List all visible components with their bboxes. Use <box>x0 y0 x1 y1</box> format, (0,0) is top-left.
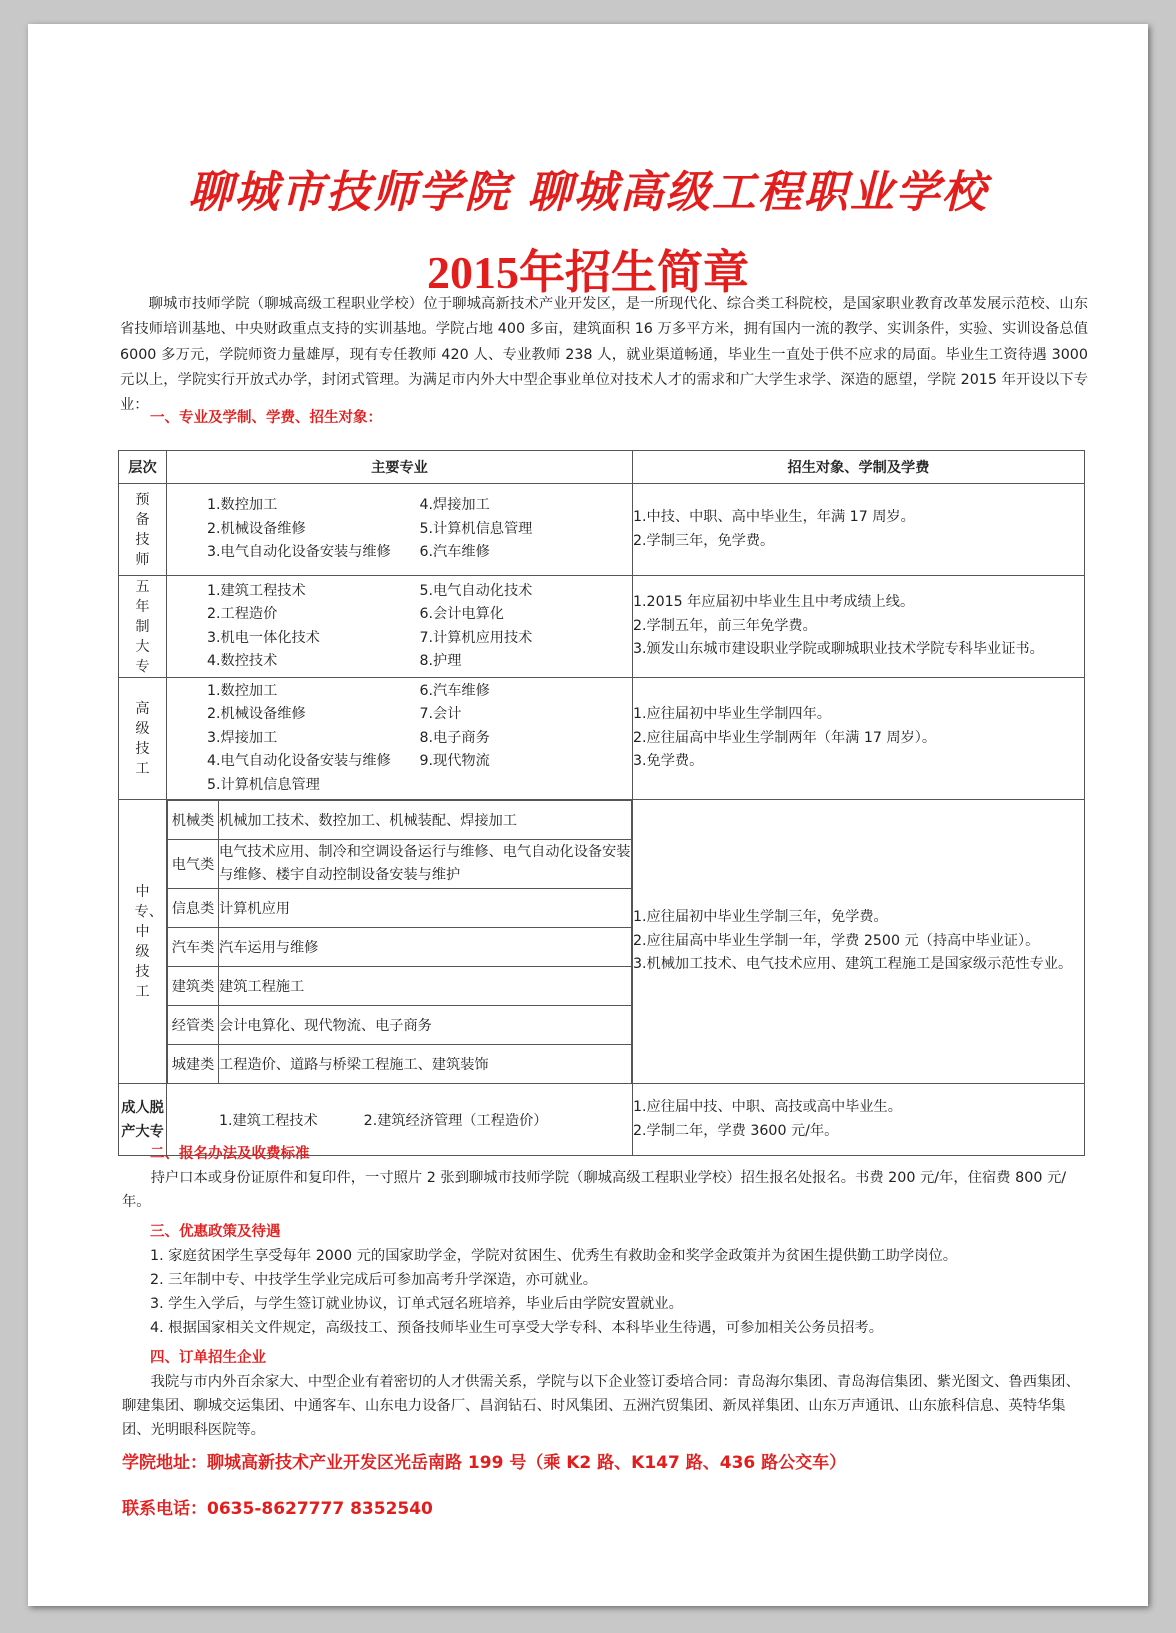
major-item: 4.数控技术 <box>207 653 278 669</box>
category-label: 经管类 <box>168 1006 219 1045</box>
brochure-title: 2015年招生简章 <box>427 247 749 298</box>
conditions-cell <box>633 576 1085 678</box>
condition-item: 3.免学费。 <box>633 753 704 770</box>
condition-item: 2.应往届高中毕业生学制一年，学费 2500 元（持高中毕业证）。 <box>633 932 1040 949</box>
major-item: 5.计算机信息管理 <box>207 776 320 793</box>
category-majors: 电气技术应用、制冷和空调设备运行与维修、电气自动化设备安装与维修、楼宇自动控制设备安装与维护 <box>219 840 632 889</box>
condition-item: 1.中技、中职、高中毕业生，年满 17 周岁。 <box>633 509 915 525</box>
table-row-senior <box>119 678 1085 800</box>
level-label: 成人脱产大专 <box>121 1099 164 1140</box>
majors-cell <box>167 484 633 576</box>
major-item: 6.汽车维修 <box>419 544 490 561</box>
category-label: 电气类 <box>168 840 219 889</box>
major-item: 4.焊接加工 <box>419 497 490 514</box>
majors-cell <box>167 800 633 1084</box>
category-label: 机械类 <box>168 801 219 840</box>
list-item: 4. 根据国家相关文件规定，高级技工、预备技师毕业生可享受大学专科、本科毕业生待遇，可参加相关公务员招考。 <box>150 1320 884 1336</box>
major-item: 1.建筑工程技术 <box>219 1112 318 1129</box>
condition-item: 1.应往届中技、中职、高技或高中毕业生。 <box>633 1099 902 1115</box>
category-majors: 计算机应用 <box>219 889 632 928</box>
table-header-row <box>119 451 1085 484</box>
benefits-list <box>150 1244 1100 1340</box>
header-conditions: 招生对象、学制及学费 <box>633 451 1085 484</box>
category-majors: 会计电算化、现代物流、电子商务 <box>219 1006 632 1045</box>
level-label: 中专、中级技工 <box>134 883 163 1000</box>
header-level: 层次 <box>119 451 167 484</box>
section2-text: 持户口本或身份证原件和复印件，一寸照片 2 张到聊城市技师学院（聊城高级工程职业学校）招生报名处报名。书费 200 元/年，住宿费 800 元/年。 <box>122 1170 1067 1210</box>
major-item: 8.电子商务 <box>419 729 490 746</box>
category-majors: 建筑工程施工 <box>219 967 632 1006</box>
major-item: 6.会计电算化 <box>419 606 504 622</box>
brochure-page <box>28 24 1148 1606</box>
category-majors: 机械加工技术、数控加工、机械装配、焊接加工 <box>219 801 632 840</box>
major-item: 2.工程造价 <box>207 606 278 622</box>
condition-item: 1.2015 年应届初中毕业生且中考成绩上线。 <box>633 594 915 611</box>
condition-item: 1.应往届初中毕业生学制三年，免学费。 <box>633 909 888 926</box>
major-item: 5.电气自动化技术 <box>419 582 533 599</box>
category-row <box>168 840 632 889</box>
level-label: 预备技师 <box>135 491 150 568</box>
category-label: 信息类 <box>168 889 219 928</box>
enrollment-table <box>118 450 1085 1156</box>
major-item: 2.机械设备维修 <box>207 706 306 723</box>
major-item: 2.建筑经济管理（工程造价） <box>363 1112 548 1129</box>
major-item: 2.机械设备维修 <box>207 520 306 537</box>
level-cell <box>119 678 167 800</box>
level-cell <box>119 484 167 576</box>
major-item: 4.电气自动化设备安装与维修 <box>207 753 391 770</box>
category-row <box>168 1006 632 1045</box>
category-row <box>168 889 632 928</box>
major-item: 1.建筑工程技术 <box>207 582 306 599</box>
level-label: 高级技工 <box>135 700 150 777</box>
major-item: 6.汽车维修 <box>419 682 490 699</box>
level-label: 五年制大专 <box>135 578 150 675</box>
major-item: 7.计算机应用技术 <box>419 629 533 646</box>
condition-item: 2.应往届高中毕业生学制两年（年满 17 周岁）。 <box>633 729 937 746</box>
school-address: 学院地址：聊城高新技术产业开发区光岳南路 199 号（乘 K2 路、K147 路、436 路公交车） <box>122 1453 847 1473</box>
majors-cell <box>167 576 633 678</box>
condition-item: 2.学制二年，学费 3600 元/年。 <box>633 1122 839 1139</box>
category-label: 汽车类 <box>168 928 219 967</box>
category-label: 城建类 <box>168 1045 219 1084</box>
section1-heading: 一、专业及学制、学费、招生对象： <box>150 410 382 426</box>
majors-cell <box>167 678 633 800</box>
section3-heading: 三、优惠政策及待遇 <box>150 1224 281 1240</box>
major-item: 5.计算机信息管理 <box>419 520 533 537</box>
category-table <box>167 800 632 1083</box>
level-cell <box>119 800 167 1084</box>
section4-heading: 四、订单招生企业 <box>150 1350 266 1366</box>
category-majors: 汽车运用与维修 <box>219 928 632 967</box>
major-item: 9.现代物流 <box>419 753 490 770</box>
major-item: 3.机电一体化技术 <box>207 629 320 646</box>
category-row <box>168 1045 632 1084</box>
conditions-cell <box>633 678 1085 800</box>
major-item: 3.焊接加工 <box>207 729 278 746</box>
major-item: 1.数控加工 <box>207 497 278 514</box>
condition-item: 3.机械加工技术、电气技术应用、建筑工程施工是国家级示范性专业。 <box>633 956 1073 973</box>
school-names-title: 聊城市技师学院 聊城高级工程职业学校 <box>188 167 988 218</box>
condition-item: 2.学制五年，前三年免学费。 <box>633 617 817 634</box>
section4-text: 我院与市内外百余家大、中型企业有着密切的人才供需关系，学院与以下企业签订委培合同：青岛海尔集团、青岛海信集团、紫光图文、鲁西集团、聊建集团、聊城交运集团、中通客车、山东电力设备厂、昌润钻石、时风集团、五洲汽贸集团、新凤祥集团、山东万声通讯、山东旅科信息、英特华集团、光明眼科医院等。 <box>122 1374 1080 1438</box>
major-item: 7.会计 <box>419 706 462 723</box>
table-row-prep <box>119 484 1085 576</box>
list-item: 3. 学生入学后，与学生签订就业协议，订单式冠名班培养，毕业后由学院安置就业。 <box>150 1296 683 1312</box>
list-item: 2. 三年制中专、中技学生学业完成后可参加高考升学深造，亦可就业。 <box>150 1272 598 1288</box>
conditions-cell <box>633 1084 1085 1156</box>
level-cell <box>119 576 167 678</box>
category-label: 建筑类 <box>168 967 219 1006</box>
intro-paragraph: 聊城市技师学院（聊城高级工程职业学校）位于聊城高新技术产业开发区，是一所现代化、综合类工科院校，是国家职业教育改革发展示范校、山东省技师培训基地、中央财政重点支持的实训基地。学院占地 400 多亩，建筑面积 16 万多平方米，拥有国内一流的教学、实训条件，实验、实训设备总值 6000 多万元，学院师资力量雄厚，现有专任教师 420 人、专业教师 238 人，就业渠道畅通，毕业生一直处于供不应求的局面。毕业生工资待遇 3000 元以上，学院实行开放式办学，封闭式管理。为满足市内外大中型企事业单位对技术人才的需求和广大学生求学、深造的愿望，学院 2015 年开设以下专业： <box>120 296 1088 414</box>
conditions-cell <box>633 484 1085 576</box>
category-majors: 工程造价、道路与桥梁工程施工、建筑装饰 <box>219 1045 632 1084</box>
category-row <box>168 967 632 1006</box>
condition-item: 1.应往届初中毕业生学制四年。 <box>633 706 831 723</box>
major-item: 3.电气自动化设备安装与维修 <box>207 544 391 561</box>
table-row-secondary <box>119 800 1085 1084</box>
list-item: 1. 家庭贫困学生享受每年 2000 元的国家助学金，学院对贫困生、优秀生有救助金和奖学金政策并为贫困生提供勤工助学岗位。 <box>150 1248 958 1264</box>
table-row-five-year <box>119 576 1085 678</box>
condition-item: 2.学制三年，免学费。 <box>633 532 775 549</box>
header-majors: 主要专业 <box>167 451 633 484</box>
major-item: 8.护理 <box>419 653 462 669</box>
section2-heading: 二、报名办法及收费标准 <box>150 1146 310 1162</box>
category-row <box>168 801 632 840</box>
major-item: 1.数控加工 <box>207 682 278 699</box>
condition-item: 3.颁发山东城市建设职业学院或聊城职业技术学院专科毕业证书。 <box>633 641 1044 658</box>
category-row <box>168 928 632 967</box>
conditions-cell <box>633 800 1085 1084</box>
contact-phone: 联系电话：0635-8627777 8352540 <box>122 1499 433 1519</box>
